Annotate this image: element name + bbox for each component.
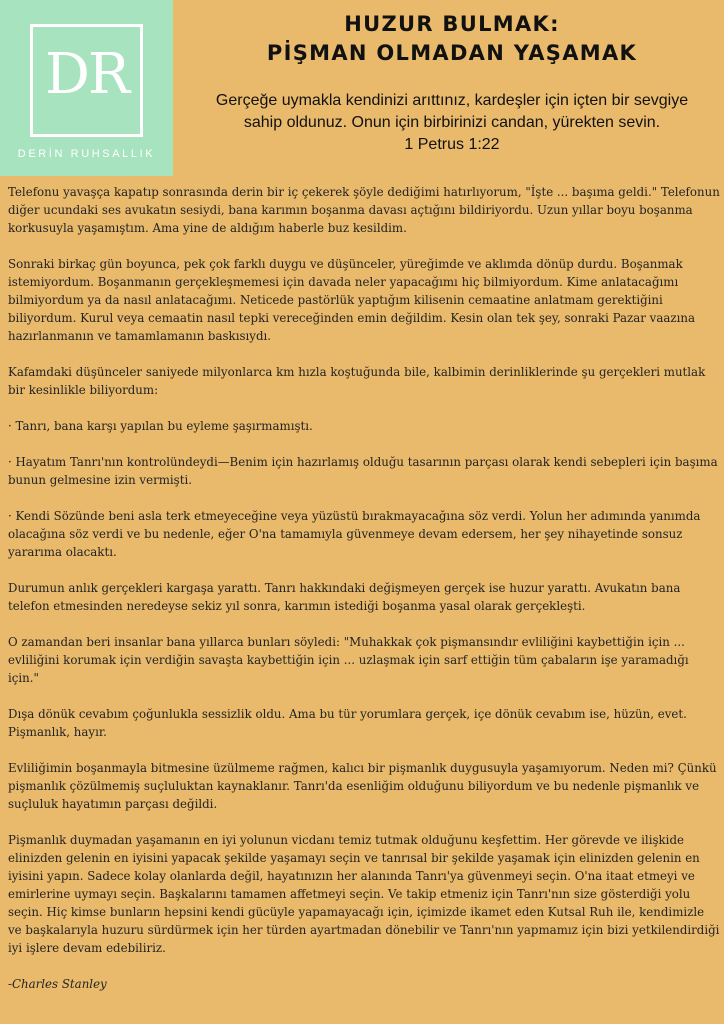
paragraph: Dışa dönük cevabım çoğunlukla sessizlik oldu. Ama bu tür yorumlara gerçek, içe dönük cevabım ise, hüzün, evet. Pişmanlık, hayır. — [8, 707, 687, 739]
paragraph: Kafamdaki düşünceler saniyede milyonlarca km hızla koştuğunda bile, kalbimin derinliklerinde şu gerçekleri mutlak bir kesinlikle biliyordum: — [8, 365, 706, 397]
verse-line-2: sahip oldunuz. Onun için birbirinizi candan, yürekten sevin. — [243, 114, 661, 131]
brand-logo — [0, 0, 173, 176]
bullet-item: · Hayatım Tanrı'nın kontrolündeydi—Benim için hazırlamış olduğu tasarının parçası olarak kendi sebepleri için başıma bunun gelmesine izin vermişti. — [8, 455, 718, 487]
paragraph: Telefonu yavaşça kapatıp sonrasında derin bir iç çekerek şöyle dediğimi hatırlıyorum, "İşte ... başıma geldi." Telefonun diğer ucundaki ses avukatın sesiydi, bana karımın boşanma davası açtığını bildiriyordu. Uzun yıllar boyu boşanma korkusuyla yaşamıştım. Ama yine de aldığım haberle buz kesildim. — [8, 185, 720, 235]
title-line-1: HUZUR BULMAK: — [344, 12, 560, 36]
paragraph: Durumun anlık gerçekleri kargaşa yarattı. Tanrı hakkındaki değişmeyen gerçek ise huzur yarattı. Avukatın bana telefon etmesinden neredeyse sekiz yıl sonra, karımın istediği boşanma yasal olarak gerçekleşti. — [8, 581, 681, 613]
paragraph: Evliliğimin boşanmayla bitmesine üzülmeme rağmen, kalıcı bir pişmanlık duygusuyla yaşamıyorum. Neden mi? Çünkü pişmanlık çözülmemiş suçluluktan kaynaklanır. Tanrı'da esenliğim olduğunu biliyordum ve bu nedenle pişmanlık ve suçluluk hayatımın parçası değildi. — [8, 761, 717, 811]
logo-monogram: DR — [44, 42, 129, 107]
paragraph: O zamandan beri insanlar bana yıllarca bunları söyledi: "Muhakkak çok pişmansındır evliliğini kaybettiğin için ... evliliğini korumak için verdiğin savaşta kaybettiğin için ... uzlaşmak için sarf ettiğin tüm çabaların işe yaramadığı için." — [8, 635, 689, 685]
paragraph: Pişmanlık duymadan yaşamanın en iyi yolunun vicdanı temiz tutmak olduğunu keşfettim. Her görevde ve ilişkide elinizden gelenin en iyisini yapacak şekilde yaşamayı seçin ve tanrısal bir şekilde yaşamak için elinizden gelenin en iyisini yapın. Sadece kolay olanlarda değil, hayatınızın her alanında Tanrı'ya güvenmeyi seçin. O'na itaat etmeyi ve emirlerine uymayı seçin. Başkalarını tamamen affetmeyi seçin. Ve takip etmeniz için Tanrı'nın size gösterdiği yolu seçin. Hiç kimse bunların hepsini kendi gücüyle yapamayacağı için, içimizde ikamet eden Kutsal Ruh ile, kendimizle ve başkalarıyla huzuru sürdürmek için her türden ayartmadan dönebilir ve Tanrı'nın yapmamız için bizi yetkilendirdiği iyi işlere devam edebiliriz. — [8, 833, 720, 955]
author-signature: -Charles Stanley — [8, 977, 107, 991]
title-line-2: PİŞMAN OLMADAN YAŞAMAK — [266, 41, 638, 65]
bible-verse — [180, 90, 724, 156]
page-title — [180, 10, 724, 68]
article-body — [8, 183, 720, 1011]
bullet-item: · Kendi Sözünde beni asla terk etmeyeceğine veya yüzüstü bırakmayacağına söz verdi. Yolun her adımında yanımda olacağına söz verdi ve bu nedenle, eğer O'na tamamıyla güvenmeye devam edersem, her şey nihayetinde sonsuz yararıma olacaktı. — [8, 509, 701, 559]
logo-subtitle: DERİN RUHSALLIK — [17, 148, 156, 160]
verse-reference: 1 Petrus 1:22 — [404, 136, 500, 153]
logo-frame — [30, 24, 143, 137]
bullet-item: · Tanrı, bana karşı yapılan bu eyleme şaşırmamıştı. — [8, 419, 313, 433]
verse-line-1: Gerçeğe uymakla kendinizi arıttınız, kardeşler için içten bir sevgiye — [215, 92, 689, 109]
paragraph: Sonraki birkaç gün boyunca, pek çok farklı duygu ve düşünceler, yüreğimde ve aklımda dönüp durdu. Boşanmak istemiyordum. Boşanmanın gerçekleşmemesi için davada neler yapacağımı hiç bilmiyordum. Kime anlatacağımı bilmiyordum ya da nasıl anlatacağımı. Neticede pastörlük yaptığım kilisenin cemaatine anlatmam gerektiğini biliyordum. Kurul veya cemaatin nasıl tepki vereceğinden emin değildim. Kesin olan tek şey, sonraki Pazar vaazına hazırlanmanın ve tamamlamanın baskısıydı. — [8, 257, 696, 343]
